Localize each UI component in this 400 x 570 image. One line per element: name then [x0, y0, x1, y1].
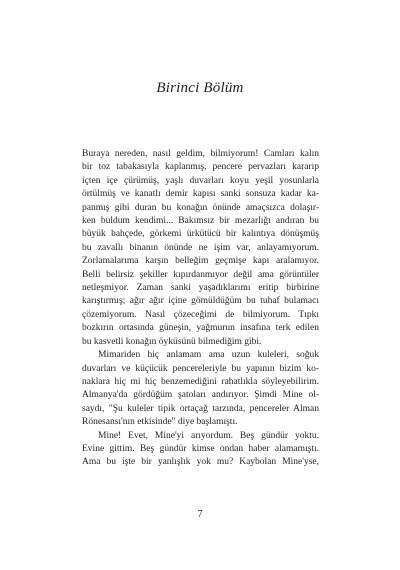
- text-line: Rönesansı'nın etkisinde" diye başlamıştı.: [82, 417, 238, 428]
- text-line: bu kasvetli konağın öyküsünü bilmediğim gibi.: [82, 336, 262, 347]
- text-line: Buraya nereden, nasıl geldim, bilmiyorum! Camları kalın: [82, 149, 319, 159]
- text-line: netleşmiyor. Zaman sanki yaşadıklarımı eritip birbirine: [82, 283, 319, 294]
- text-line: Belli belirsiz şekiller kıpırdanmıyor değil ama görüntüler: [82, 269, 319, 280]
- text-line: ken buldum kendimi... Bakımsız bir mezarlığı andıran bu: [82, 216, 319, 227]
- text-line: panmış gibi duran bu konağın önünde amaçsızca dolaşır-: [82, 202, 319, 213]
- text-line: çözemiyorum. Nasıl çözeceğimi de bilmiyorum. Tıpkı: [82, 309, 319, 320]
- text-line: içten içe çürümüş, yaşlı duvarları koyu yeşil yosunlarla: [82, 175, 319, 186]
- text-line: örtülmüş ve kanatlı demir kapısı sanki sonsuza kadar ka-: [82, 189, 319, 200]
- chapter-title: Birinci Bölüm: [156, 80, 244, 96]
- page-number: 7: [197, 509, 203, 520]
- paragraph-3: [82, 430, 319, 470]
- text-line: Zorlamalarıma karşın belleğim geçmişe kapı aralamıyor.: [82, 256, 319, 267]
- paragraph-2: [82, 349, 319, 429]
- paragraph-1: [82, 148, 319, 349]
- text-line: bir toz tabakasıyla kaplanmış, pencere pervazları kararıp: [82, 162, 319, 173]
- text-line: naklara hiç mi hiç benzemediğini rahatlıkla söyleyebilirim.: [82, 376, 319, 387]
- body-text: [82, 148, 319, 470]
- text-line: duvarları ve küçücük pencereleriyle bu yapının bizim ko-: [82, 363, 319, 374]
- text-line: karıştırmış; ağır ağır içine gömüldüğüm bu tuhaf bulamacı: [82, 296, 319, 307]
- text-line: büyük bahçede, görkemi ürkütücü bir kalıntıya dönüşmüş: [82, 229, 319, 240]
- text-line: bozkırın ortasında güneşin, yağmurun insafına terk edilen: [82, 323, 319, 334]
- text-line: bu zavallı binanın önünde ne işim var, anlayamıyorum.: [82, 242, 319, 253]
- text-line: Ama bu işte bir yanlışlık yok mu? Kaybolan Mine'yse,: [82, 457, 319, 468]
- text-line: Almanya'da gördüğüm şatoları andırıyor. Şimdi Mine ol-: [82, 390, 319, 401]
- text-line: saydı, "Şu kuleler tipik ortaçağ tarzında, pencereler Alman: [82, 403, 319, 414]
- text-line: Mimariden hiç anlamam ama uzun kuleleri, soğuk: [98, 350, 319, 361]
- text-line: Evine gittim. Beş gündür kimse ondan haber alamamıştı.: [82, 443, 319, 454]
- text-line: Mine! Evet, Mine'yi arıyordum. Beş gündür yoktu.: [98, 430, 319, 441]
